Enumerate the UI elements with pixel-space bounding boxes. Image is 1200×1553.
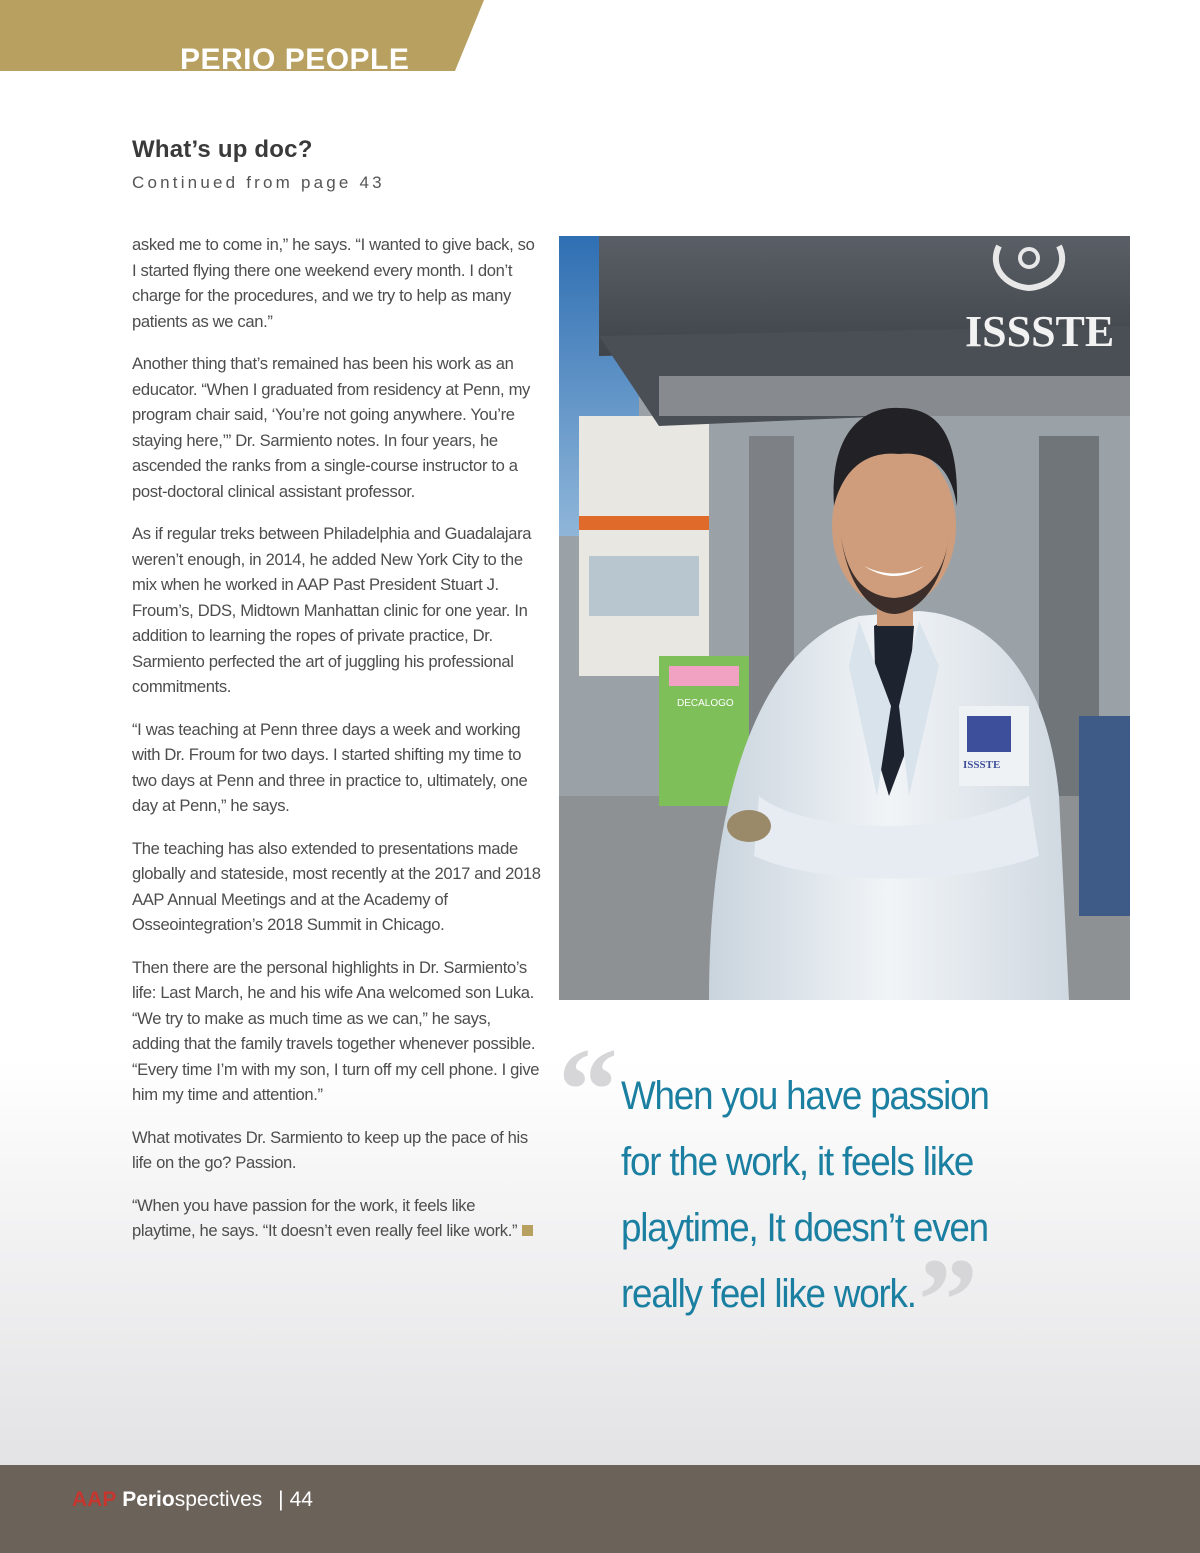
footer-separator: | (278, 1488, 284, 1511)
article-body (132, 232, 542, 1261)
paragraph: The teaching has also extended to presentations made globally and stateside, most recently at the 2017 and 2018 AAP Annual Meetings and at the Academy of Osseointegration’s 2018 Summit in Chicago. (132, 838, 541, 934)
footer-bar (0, 1465, 1200, 1553)
close-quote-mark: ” (918, 1233, 978, 1366)
footer-brand (72, 1488, 313, 1512)
sleeve-text: ISSSTE (963, 759, 1001, 771)
open-quote-mark: “ (558, 1023, 618, 1156)
banner-text: DECALOGO (677, 698, 734, 709)
paragraph-last (132, 1193, 542, 1244)
paragraph: Another thing that’s remained has been his work as an educator. “When I graduated from residency at Penn, my program chair said, ‘You’re not going anywhere. You’re staying here,’” Dr. Sarmiento notes. In four years, he ascended the ranks from a single-course instructor to a post-doctoral clinical assistant professor. (132, 354, 531, 501)
paragraph-text: “When you have passion for the work, it feels like playtime, he says. “It doesn’t even really feel like work.” (132, 1195, 518, 1240)
paragraph: “I was teaching at Penn three days a week and working with Dr. Froum for two days. I started shifting my time to two days at Penn and three in practice to, ultimately, one day at Penn,” he says. (132, 719, 528, 815)
issste-sign: ISSSTE (965, 307, 1115, 356)
brand-rest: spectives (174, 1488, 263, 1511)
end-mark (522, 1225, 533, 1236)
continued-note: Continued from page 43 (132, 173, 385, 192)
paragraph: Then there are the personal highlights in Dr. Sarmiento’s life: Last March, he and his wife Ana welcomed son Luka. “We try to make as much time as we can,” he says, adding that the family travels together whenever possible. “Every time I’m with my son, I turn off my cell phone. I give him my time and attention.” (132, 957, 540, 1104)
paragraph: asked me to come in,” he says. “I wanted to give back, so I started flying there one weekend every month. I don’t charge for the procedures, and we try to help as many patients as we can.” (132, 235, 535, 331)
doctor-photo (559, 236, 1130, 1000)
brand-perio: Perio (122, 1488, 175, 1511)
paragraph: As if regular treks between Philadelphia and Guadalajara weren’t enough, in 2014, he added New York City to the mix when he worked in AAP Past President Stuart J. Froum’s, DDS, Midtown Manhattan clinic for one year. In addition to learning the ropes of private practice, Dr. Sarmiento perfected the art of juggling his professional commitments. (132, 524, 532, 696)
article-title: What’s up doc? (132, 136, 313, 163)
page-number: 44 (289, 1488, 313, 1511)
pull-quote: When you have passion for the work, it feels like playtime, It doesn’t even really feel like work. (621, 1074, 989, 1316)
brand-aap: AAP (72, 1488, 117, 1511)
paragraph: What motivates Dr. Sarmiento to keep up the pace of his life on the go? Passion. (132, 1127, 528, 1172)
section-label: PERIO PEOPLE (180, 43, 410, 71)
